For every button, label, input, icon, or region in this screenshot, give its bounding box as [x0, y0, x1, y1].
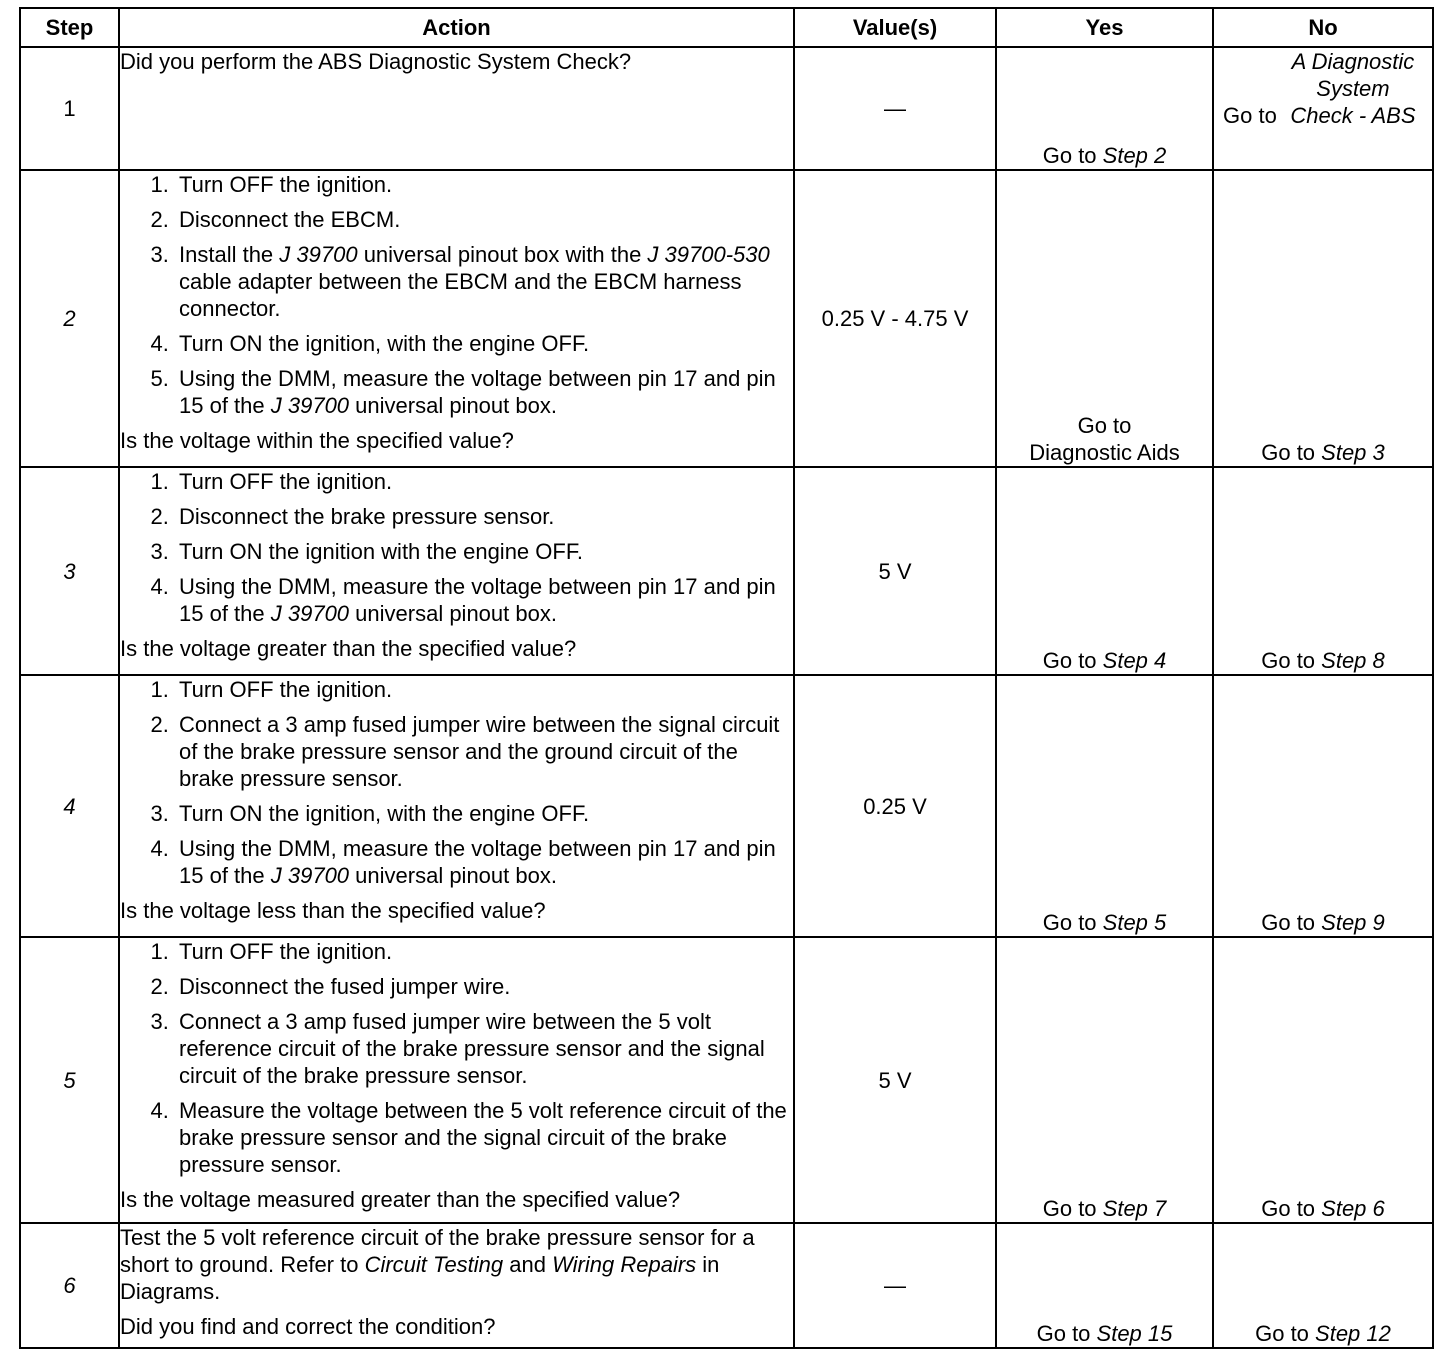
step-number: 3 [20, 467, 119, 675]
action-steps [120, 468, 793, 627]
step-number: 6 [20, 1223, 119, 1348]
no-prefix: Go to [1261, 440, 1322, 465]
item-text: Turn ON the ignition, with the engine OFF. [179, 331, 590, 356]
no-target: Step 3 [1321, 440, 1385, 465]
item-text: Connect a 3 amp fused jumper wire between the signal circuit of the brake pressure sensor and the ground circuit of the brake pressure sensor. [179, 712, 780, 791]
para-text: and [503, 1252, 553, 1277]
item-text: universal pinout box. [349, 863, 557, 888]
item-text: Disconnect the brake pressure sensor. [179, 504, 555, 529]
list-item [175, 676, 793, 703]
para-text: in Diagrams. [120, 1252, 720, 1304]
header-step: Step [20, 8, 119, 47]
header-yes: Yes [996, 8, 1213, 47]
value-cell: 0.25 V - 4.75 V [794, 170, 996, 467]
list-item [175, 468, 793, 495]
tool-ref: J 39700 [279, 242, 358, 267]
list-item [175, 973, 793, 1000]
action-question: Did you find and correct the condition? [120, 1314, 496, 1339]
table-row [20, 937, 1433, 1223]
yes-target: Step 5 [1102, 910, 1167, 935]
item-text: Measure the voltage between the 5 volt reference circuit of the brake pressure sensor and the signal circuit of the brake pressure sensor. [179, 1098, 787, 1177]
para-text: Test the 5 volt reference circuit of the brake pressure sensor for a short to ground. Refer to [120, 1225, 755, 1277]
list-item [175, 938, 793, 965]
list-item [175, 1008, 793, 1089]
yes-target: Step 7 [1102, 1196, 1167, 1221]
item-text: cable adapter between the EBCM and the EBCM harness connector. [179, 269, 742, 321]
yes-prefix: Go to [1036, 1321, 1097, 1346]
no-cell [1213, 1223, 1433, 1348]
em-dash: — [884, 96, 906, 121]
doc-ref: Circuit Testing [364, 1252, 504, 1277]
action-question: Did you perform the ABS Diagnostic System Check? [120, 49, 632, 74]
value-cell: 5 V [794, 467, 996, 675]
no-prefix: Go to [1261, 910, 1322, 935]
list-item [175, 171, 793, 198]
list-item [175, 835, 793, 889]
list-item [175, 241, 793, 322]
list-item [175, 1097, 793, 1178]
tool-ref: J 39700 [270, 863, 350, 888]
no-cell [1213, 47, 1433, 170]
no-prefix: Go to [1223, 103, 1283, 128]
step-number: 2 [20, 170, 119, 467]
action-cell [119, 937, 794, 1223]
action-cell [119, 1223, 794, 1348]
list-item [175, 503, 793, 530]
item-text: universal pinout box with the [357, 242, 648, 267]
value-cell [794, 1223, 996, 1348]
tool-ref: J 39700 [270, 601, 350, 626]
item-text: Turn OFF the ignition. [179, 939, 393, 964]
item-text: Turn OFF the ignition. [179, 469, 393, 494]
em-dash: — [884, 1273, 906, 1298]
table-row [20, 1223, 1433, 1348]
item-text: universal pinout box. [349, 393, 557, 418]
item-text: Using the DMM, measure the voltage between pin 17 and pin 15 of the [179, 366, 776, 418]
table-row [20, 170, 1433, 467]
yes-prefix: Go to [1042, 1196, 1103, 1221]
no-cell [1213, 170, 1433, 467]
value-cell: 0.25 V [794, 675, 996, 937]
no-target: Step 8 [1321, 648, 1385, 673]
header-values: Value(s) [794, 8, 996, 47]
yes-line: Go to [1077, 413, 1132, 438]
action-steps [120, 171, 793, 419]
item-text: Turn ON the ignition with the engine OFF. [179, 539, 583, 564]
no-cell [1213, 937, 1433, 1223]
tool-ref: J 39700-530 [647, 242, 770, 267]
item-text: Disconnect the fused jumper wire. [179, 974, 511, 999]
action-cell [119, 47, 794, 170]
value-cell [794, 47, 996, 170]
yes-target: Step 4 [1102, 648, 1167, 673]
yes-cell [996, 675, 1213, 937]
item-text: Using the DMM, measure the voltage between pin 17 and pin 15 of the [179, 836, 776, 888]
no-cell [1213, 467, 1433, 675]
no-target: A Diagnostic System Check - ABS [1290, 49, 1416, 128]
list-item [175, 330, 793, 357]
action-question: Is the voltage measured greater than the specified value? [120, 1187, 681, 1212]
step-number: 4 [20, 675, 119, 937]
yes-cell [996, 467, 1213, 675]
item-text: universal pinout box. [349, 601, 557, 626]
no-cell [1213, 675, 1433, 937]
no-prefix: Go to [1255, 1321, 1316, 1346]
table-row [20, 675, 1433, 937]
yes-prefix: Go to [1042, 648, 1103, 673]
list-item [175, 365, 793, 419]
yes-prefix: Go to [1042, 910, 1103, 935]
yes-target: Step 2 [1102, 143, 1167, 168]
yes-target: Step 15 [1096, 1321, 1173, 1346]
header-action: Action [119, 8, 794, 47]
yes-prefix: Go to [1042, 143, 1103, 168]
yes-line: Diagnostic Aids [1029, 440, 1180, 465]
no-target: Step 6 [1321, 1196, 1385, 1221]
yes-cell [996, 47, 1213, 170]
item-text: Turn OFF the ignition. [179, 172, 393, 197]
table-row [20, 467, 1433, 675]
list-item [175, 206, 793, 233]
item-text: Install the [179, 242, 280, 267]
list-item [175, 538, 793, 565]
list-item [175, 711, 793, 792]
item-text: Turn OFF the ignition. [179, 677, 393, 702]
no-prefix: Go to [1261, 648, 1322, 673]
list-item [175, 800, 793, 827]
header-no: No [1213, 8, 1433, 47]
no-target: Step 9 [1321, 910, 1385, 935]
list-item [175, 573, 793, 627]
action-cell [119, 467, 794, 675]
item-text: Using the DMM, measure the voltage between pin 17 and pin 15 of the [179, 574, 776, 626]
item-text: Turn ON the ignition, with the engine OFF. [179, 801, 590, 826]
action-cell [119, 170, 794, 467]
diagnostic-table [19, 7, 1434, 1349]
action-steps [120, 938, 793, 1178]
step-number: 5 [20, 937, 119, 1223]
item-text: Disconnect the EBCM. [179, 207, 401, 232]
header-row [20, 8, 1433, 47]
yes-cell [996, 170, 1213, 467]
tool-ref: J 39700 [270, 393, 350, 418]
action-cell [119, 675, 794, 937]
value-cell: 5 V [794, 937, 996, 1223]
action-question: Is the voltage within the specified value? [120, 428, 514, 453]
step-number: 1 [20, 47, 119, 170]
action-question: Is the voltage less than the specified value? [120, 898, 546, 923]
doc-ref: Wiring Repairs [552, 1252, 697, 1277]
action-paragraph [120, 1224, 793, 1305]
table-row [20, 47, 1433, 170]
action-question: Is the voltage greater than the specified value? [120, 636, 577, 661]
action-steps [120, 676, 793, 889]
no-target: Step 12 [1315, 1321, 1391, 1346]
yes-cell [996, 937, 1213, 1223]
item-text: Connect a 3 amp fused jumper wire between the 5 volt reference circuit of the brake pressure sensor and the signal circuit of the brake pressure sensor. [179, 1009, 765, 1088]
no-prefix: Go to [1261, 1196, 1322, 1221]
yes-cell [996, 1223, 1213, 1348]
